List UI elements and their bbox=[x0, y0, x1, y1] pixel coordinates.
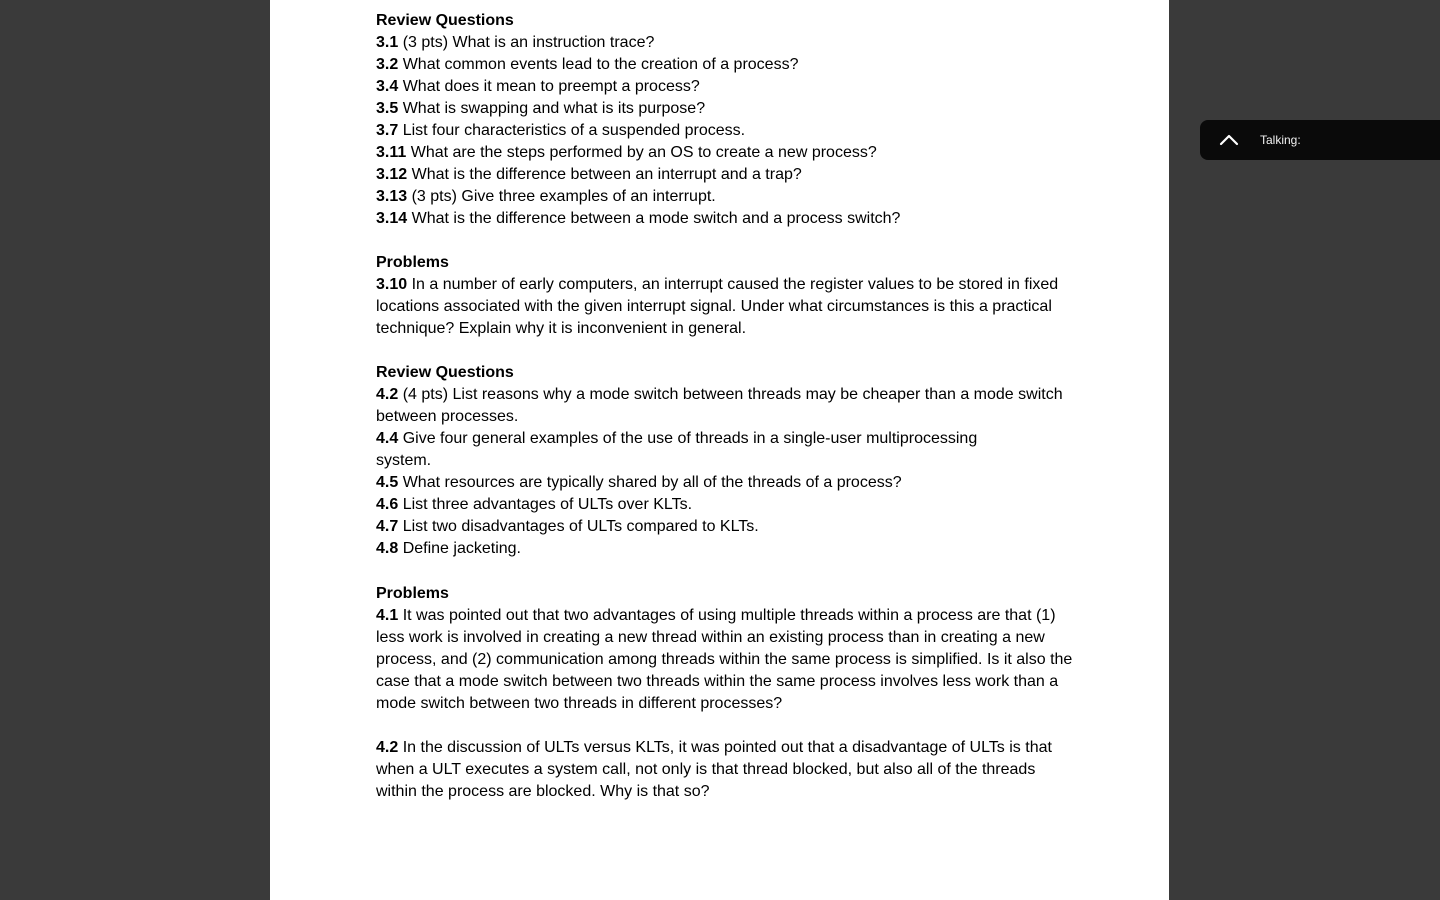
question-number: 4.5 bbox=[376, 474, 399, 491]
question-item bbox=[376, 186, 1076, 208]
question-item bbox=[376, 32, 1076, 54]
chevron-up-icon[interactable] bbox=[1219, 133, 1239, 147]
question-item bbox=[376, 428, 986, 472]
question-text: What common events lead to the creation of a process? bbox=[402, 56, 799, 73]
question-item bbox=[376, 384, 1076, 428]
document-page bbox=[270, 0, 1169, 900]
question-number: 3.14 bbox=[376, 210, 408, 227]
question-item bbox=[376, 120, 1076, 142]
talking-label: Talking: bbox=[1260, 133, 1301, 147]
question-text: Give four general examples of the use of threads in a single-user multiprocessing system. bbox=[376, 430, 978, 469]
question-text: What does it mean to preempt a process? bbox=[402, 78, 700, 95]
problem-item bbox=[376, 737, 1076, 803]
question-number: 3.5 bbox=[376, 100, 399, 117]
question-item bbox=[376, 208, 1076, 230]
question-item bbox=[376, 98, 1076, 120]
section-heading: Review Questions bbox=[376, 12, 514, 29]
question-number: 3.13 bbox=[376, 188, 408, 205]
question-number: 4.8 bbox=[376, 540, 399, 557]
spacer bbox=[376, 230, 1076, 252]
problem-text: In a number of early computers, an interrupt caused the register values to be stored in fixed locations associated with the given interrupt signal. Under what circumstances is this a practical technique? Explain why it is inconvenient in general. bbox=[376, 276, 1059, 337]
question-number: 4.6 bbox=[376, 496, 399, 513]
question-number: 3.2 bbox=[376, 56, 399, 73]
question-text: (4 pts) List reasons why a mode switch between threads may be cheaper than a mode switch between processes. bbox=[376, 386, 1063, 425]
problem-text: In the discussion of ULTs versus KLTs, it was pointed out that a disadvantage of ULTs is that when a ULT executes a system call, not only is that thread blocked, but also all of the threads within the process are blocked. Why is that so? bbox=[376, 739, 1052, 800]
problem-text: It was pointed out that two advantages of using multiple threads within a process are that (1) less work is involved in creating a new thread within an existing process than in creating a new process, and (2) communication among threads within the same process is simplified. Is it also the case that a mode switch between two threads within the same process involves less work than a mode switch between two threads in different processes? bbox=[376, 607, 1073, 712]
question-text: Define jacketing. bbox=[402, 540, 521, 557]
question-text: List two disadvantages of ULTs compared to KLTs. bbox=[402, 518, 759, 535]
question-number: 3.4 bbox=[376, 78, 399, 95]
question-item bbox=[376, 472, 1076, 494]
problem-number: 4.2 bbox=[376, 739, 399, 756]
question-item bbox=[376, 142, 1076, 164]
section-heading: Problems bbox=[376, 585, 449, 602]
question-text: What is the difference between a mode switch and a process switch? bbox=[411, 210, 901, 227]
question-number: 4.2 bbox=[376, 386, 399, 403]
question-text: (3 pts) Give three examples of an interrupt. bbox=[411, 188, 716, 205]
question-item bbox=[376, 76, 1076, 98]
question-text: What are the steps performed by an OS to create a new process? bbox=[410, 144, 877, 161]
question-item bbox=[376, 54, 1076, 76]
question-text: List four characteristics of a suspended process. bbox=[402, 122, 746, 139]
question-item bbox=[376, 164, 1076, 186]
question-text: What is swapping and what is its purpose? bbox=[402, 100, 706, 117]
problem-number: 4.1 bbox=[376, 607, 399, 624]
spacer bbox=[376, 715, 1076, 737]
question-item bbox=[376, 538, 1076, 560]
spacer bbox=[376, 560, 1076, 583]
section-heading: Review Questions bbox=[376, 364, 514, 381]
question-number: 3.7 bbox=[376, 122, 399, 139]
question-text: List three advantages of ULTs over KLTs. bbox=[402, 496, 693, 513]
problem-item bbox=[376, 274, 1076, 340]
question-number: 4.4 bbox=[376, 430, 399, 447]
question-text: What resources are typically shared by all of the threads of a process? bbox=[402, 474, 902, 491]
question-item bbox=[376, 494, 1076, 516]
spacer bbox=[376, 340, 1076, 362]
page-content bbox=[376, 10, 1076, 803]
question-number: 3.11 bbox=[376, 144, 407, 161]
talking-indicator-bar[interactable] bbox=[1200, 120, 1440, 160]
question-text: (3 pts) What is an instruction trace? bbox=[402, 34, 655, 51]
problem-item bbox=[376, 605, 1076, 715]
question-number: 4.7 bbox=[376, 518, 399, 535]
question-item bbox=[376, 516, 1076, 538]
question-number: 3.12 bbox=[376, 166, 408, 183]
section-heading: Problems bbox=[376, 254, 449, 271]
question-text: What is the difference between an interrupt and a trap? bbox=[411, 166, 802, 183]
question-number: 3.1 bbox=[376, 34, 399, 51]
problem-number: 3.10 bbox=[376, 276, 408, 293]
